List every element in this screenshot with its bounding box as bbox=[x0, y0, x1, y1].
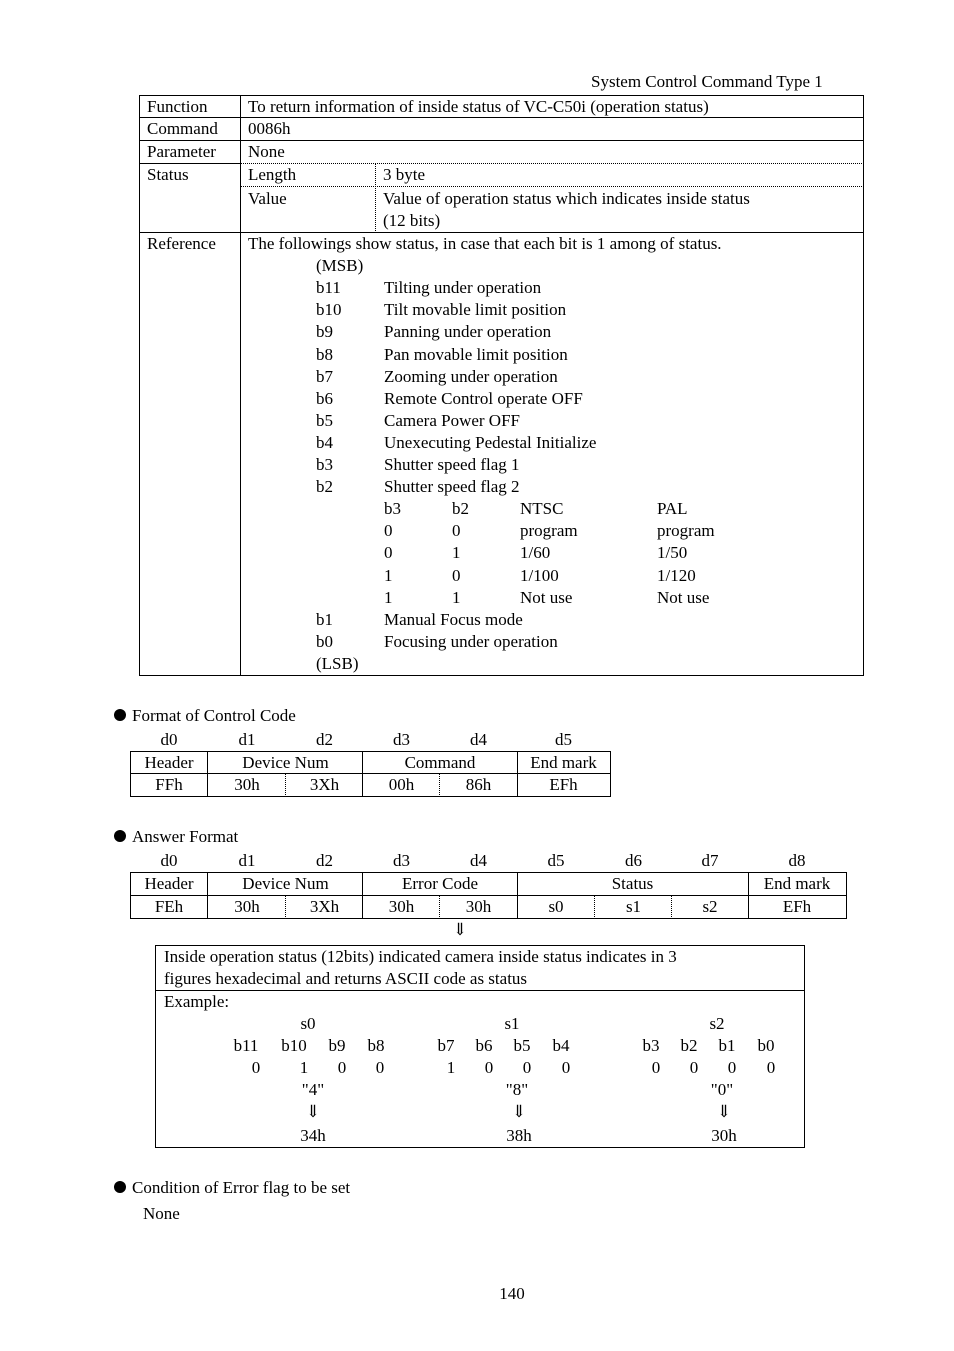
value-cell: s2 bbox=[702, 897, 718, 916]
bit-description: Unexecuting Pedestal Initialize bbox=[384, 433, 597, 452]
ascii-value: "4" bbox=[301, 1080, 325, 1099]
example-bit: b10 bbox=[281, 1036, 307, 1055]
bit-description: Camera Power OFF bbox=[384, 411, 520, 430]
bit-name: b10 bbox=[316, 300, 342, 319]
shutter-cell: 1/120 bbox=[657, 566, 696, 585]
column-label: d0 bbox=[160, 730, 178, 749]
example-bit-value: 0 bbox=[251, 1058, 261, 1077]
example-bit-value: 0 bbox=[689, 1058, 699, 1077]
lsb-label: (LSB) bbox=[316, 654, 359, 673]
column-label: d5 bbox=[555, 730, 572, 749]
example-bit: b5 bbox=[513, 1036, 531, 1055]
shutter-cell: 1/100 bbox=[520, 566, 559, 585]
down-arrow-icon: ⇓ bbox=[305, 1102, 321, 1121]
value-cell: 30h bbox=[388, 897, 415, 916]
value-cell: 3Xh bbox=[309, 897, 340, 916]
bit-description: Remote Control operate OFF bbox=[384, 389, 583, 408]
length-value: 3 byte bbox=[383, 165, 426, 184]
example-bit-value: 1 bbox=[299, 1058, 309, 1077]
shutter-cell: 0 bbox=[452, 566, 461, 585]
column-label: d1 bbox=[238, 730, 256, 749]
value-cell: 30h bbox=[234, 897, 260, 916]
bit-name: b3 bbox=[316, 455, 333, 474]
answer-format-heading bbox=[114, 827, 238, 847]
example-bit-value: 1 bbox=[446, 1058, 456, 1077]
shutter-cell: 0 bbox=[384, 521, 393, 540]
shutter-cell: 1 bbox=[384, 588, 393, 607]
column-label: d5 bbox=[547, 851, 565, 870]
value-cell: 30h bbox=[465, 897, 492, 916]
bit-description: Tilting under operation bbox=[384, 278, 542, 297]
example-bit: b9 bbox=[328, 1036, 346, 1055]
reference-intro: The followings show status, in case that each bit is 1 among of status. bbox=[248, 234, 722, 253]
down-arrow-icon: ⇓ bbox=[511, 1102, 527, 1121]
status-label: Status bbox=[147, 165, 189, 184]
shutter-cell: Not use bbox=[657, 588, 710, 607]
down-arrow-icon: ⇓ bbox=[716, 1102, 732, 1121]
value-line-2: (12 bits) bbox=[383, 211, 441, 230]
parameter-label: Parameter bbox=[147, 142, 216, 161]
bit-name: b4 bbox=[316, 433, 333, 452]
example-bit-value: 0 bbox=[375, 1058, 385, 1077]
column-label: d1 bbox=[238, 851, 256, 870]
bit-name: b11 bbox=[316, 278, 341, 297]
bit-name: b8 bbox=[316, 345, 333, 364]
header-cell: Header bbox=[144, 874, 194, 893]
example-bit-value: 0 bbox=[522, 1058, 532, 1077]
shutter-cell: Not use bbox=[520, 588, 573, 607]
row-divider-dotted bbox=[240, 163, 864, 164]
shutter-cell: b2 bbox=[452, 499, 469, 518]
command-value: 0086h bbox=[248, 119, 291, 138]
shutter-cell: 0 bbox=[384, 543, 393, 562]
answer-format-title: Answer Format bbox=[132, 827, 239, 846]
column-label: d2 bbox=[316, 730, 333, 749]
value-cell: 00h bbox=[388, 775, 415, 794]
control-code-heading bbox=[114, 706, 296, 726]
length-label: Length bbox=[248, 165, 297, 184]
header-cell: End mark bbox=[763, 874, 831, 893]
shutter-cell: 1/50 bbox=[657, 543, 688, 562]
bit-description: Pan movable limit position bbox=[384, 345, 568, 364]
bit-description: Shutter speed flag 2 bbox=[384, 477, 520, 496]
example-bit: b1 bbox=[718, 1036, 736, 1055]
bullet-icon bbox=[114, 1181, 126, 1193]
row-divider-dotted bbox=[240, 186, 864, 187]
example-bit: b4 bbox=[552, 1036, 570, 1055]
value-cell: s1 bbox=[625, 897, 642, 916]
value-cell: EFh bbox=[782, 897, 812, 916]
example-bit: b8 bbox=[367, 1036, 385, 1055]
bit-name: b5 bbox=[316, 411, 333, 430]
value-cell: 3Xh bbox=[309, 775, 340, 794]
ascii-value: "0" bbox=[710, 1080, 734, 1099]
row-divider bbox=[139, 117, 864, 118]
bullet-icon bbox=[114, 709, 126, 721]
bit-name: b9 bbox=[316, 322, 333, 341]
error-flag-title: Condition of Error flag to be set bbox=[132, 1178, 351, 1197]
parameter-value: None bbox=[248, 142, 285, 161]
bit-description: Zooming under operation bbox=[384, 367, 558, 386]
example-bit: b7 bbox=[437, 1036, 455, 1055]
example-bit: b3 bbox=[642, 1036, 660, 1055]
header-cell: End mark bbox=[530, 753, 597, 772]
bit-name: b1 bbox=[316, 610, 333, 629]
column-label: d8 bbox=[788, 851, 806, 870]
header-cell: Command bbox=[404, 753, 476, 772]
header-cell: Device Num bbox=[242, 753, 329, 772]
shutter-cell: 1 bbox=[384, 566, 393, 585]
header-cell: Device Num bbox=[242, 874, 329, 893]
column-label: d2 bbox=[316, 851, 333, 870]
bit-description: Shutter speed flag 1 bbox=[384, 455, 520, 474]
header-cell: Status bbox=[611, 874, 654, 893]
ascii-value: "8" bbox=[505, 1080, 529, 1099]
status-group-name: s0 bbox=[300, 1014, 316, 1033]
shutter-cell: NTSC bbox=[520, 499, 564, 518]
control-code-title: Format of Control Code bbox=[132, 706, 296, 725]
status-group-name: s1 bbox=[504, 1014, 520, 1033]
status-group-name: s2 bbox=[709, 1014, 725, 1033]
row-divider bbox=[130, 895, 847, 896]
error-flag-heading bbox=[114, 1178, 350, 1198]
row-divider bbox=[155, 990, 805, 991]
hex-value: 34h bbox=[300, 1126, 326, 1145]
value-cell: 86h bbox=[465, 775, 492, 794]
value-label: Value bbox=[248, 189, 287, 208]
value-cell: FEh bbox=[154, 897, 184, 916]
page-number: 140 bbox=[499, 1284, 525, 1303]
error-flag-value: None bbox=[143, 1204, 180, 1223]
bit-description: Focusing under operation bbox=[384, 632, 558, 651]
hex-value: 38h bbox=[506, 1126, 532, 1145]
command-label: Command bbox=[147, 119, 218, 138]
column-label: d3 bbox=[393, 730, 410, 749]
example-label: Example: bbox=[164, 992, 230, 1011]
msb-label: (MSB) bbox=[316, 256, 364, 275]
example-bit: b2 bbox=[680, 1036, 698, 1055]
page-header: System Control Command Type 1 bbox=[591, 72, 823, 91]
example-bit-value: 0 bbox=[727, 1058, 737, 1077]
example-bit: b11 bbox=[233, 1036, 259, 1055]
value-cell: s0 bbox=[548, 897, 564, 916]
row-divider bbox=[139, 163, 240, 164]
header-cell: Header bbox=[144, 753, 194, 772]
value-line-1: Value of operation status which indicates inside status bbox=[383, 189, 750, 208]
shutter-cell: 1/60 bbox=[520, 543, 551, 562]
example-bit-value: 0 bbox=[337, 1058, 347, 1077]
example-bit: b6 bbox=[475, 1036, 493, 1055]
column-label: d0 bbox=[160, 851, 178, 870]
value-cell: FFh bbox=[155, 775, 183, 794]
reference-label: Reference bbox=[147, 234, 216, 253]
bit-name: b6 bbox=[316, 389, 333, 408]
column-label: d6 bbox=[625, 851, 642, 870]
shutter-cell: 1 bbox=[452, 543, 461, 562]
bit-name: b2 bbox=[316, 477, 333, 496]
header-cell: Error Code bbox=[401, 874, 478, 893]
function-label: Function bbox=[147, 97, 208, 116]
example-description-line-1: Inside operation status (12bits) indicated camera inside status indicates in 3 bbox=[164, 947, 677, 966]
shutter-cell: PAL bbox=[657, 499, 688, 518]
shutter-cell: 0 bbox=[452, 521, 461, 540]
example-bit: b0 bbox=[757, 1036, 775, 1055]
bit-description: Tilt movable limit position bbox=[384, 300, 567, 319]
column-label: d4 bbox=[470, 851, 487, 870]
example-bit-value: 0 bbox=[561, 1058, 571, 1077]
example-bit-value: 0 bbox=[484, 1058, 494, 1077]
function-value: To return information of inside status of VC-C50i (operation status) bbox=[248, 97, 709, 116]
shutter-cell: program bbox=[520, 521, 578, 540]
down-arrow-icon: ⇓ bbox=[452, 920, 468, 939]
value-cell: 30h bbox=[234, 775, 260, 794]
bit-name: b7 bbox=[316, 367, 333, 386]
bit-name: b0 bbox=[316, 632, 333, 651]
row-divider bbox=[139, 232, 864, 233]
column-label: d3 bbox=[393, 851, 410, 870]
row-divider bbox=[130, 773, 611, 774]
value-cell: EFh bbox=[549, 775, 578, 794]
hex-value: 30h bbox=[711, 1126, 737, 1145]
column-label: d7 bbox=[701, 851, 719, 870]
shutter-cell: program bbox=[657, 521, 715, 540]
example-bit-value: 0 bbox=[651, 1058, 661, 1077]
bit-description: Manual Focus mode bbox=[384, 610, 523, 629]
bit-description: Panning under operation bbox=[384, 322, 552, 341]
example-description-line-2: figures hexadecimal and returns ASCII code as status bbox=[164, 969, 528, 988]
row-divider bbox=[139, 140, 864, 141]
shutter-cell: b3 bbox=[384, 499, 401, 518]
column-label: d4 bbox=[470, 730, 487, 749]
spec-column-divider bbox=[240, 95, 241, 676]
status-sub-divider bbox=[375, 163, 376, 233]
shutter-cell: 1 bbox=[452, 588, 461, 607]
example-bit-value: 0 bbox=[766, 1058, 776, 1077]
bullet-icon bbox=[114, 830, 126, 842]
